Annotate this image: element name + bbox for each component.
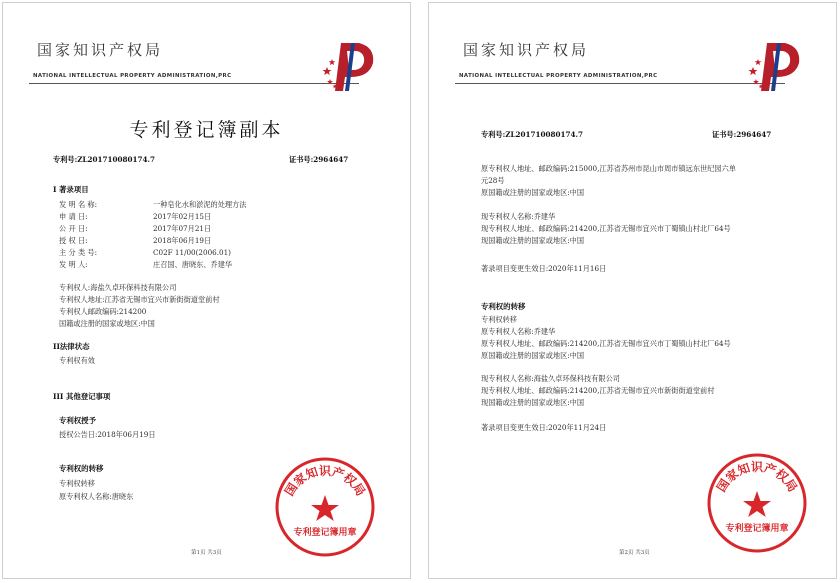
change-effective-date: 著录项目变更生效日:2020年11月16日: [481, 264, 607, 273]
org-name-en: NATIONAL INTELLECTUAL PROPERTY ADMINISTRATION,PRC: [33, 73, 232, 79]
field-value: C02F 11/00(2006.01): [153, 248, 231, 257]
field-value: 2017年07月21日: [153, 224, 212, 233]
registry-page-2: [428, 2, 837, 579]
record-line: 原专利权人名称:乔建华: [481, 327, 556, 336]
field-label: 主 分 类 号:: [59, 248, 98, 257]
field-label: 发 明 名 称:: [59, 200, 98, 209]
record-line: 现专利权人名称:乔建华: [481, 212, 556, 221]
page-footer: 第2页 共3页: [619, 550, 650, 556]
record-line: 原专利权人地址、邮政编码:214200,江苏省无锡市宜兴市丁蜀镇山村北厂64号: [481, 339, 731, 348]
org-name-cn: 国家知识产权局: [463, 41, 590, 59]
svg-text:专利登记簿用章: 专利登记簿用章: [725, 524, 789, 534]
section-bibliographic: I 著录项目: [53, 185, 89, 194]
owner-line: 专利权人:海盐久卓环保科技有限公司: [59, 283, 177, 292]
header-rule: [455, 83, 785, 84]
grant-title: 专利权授予: [59, 416, 96, 425]
svg-text:国家知识产权局: 国家知识产权局: [714, 460, 800, 495]
transfer-line: 原专利权人名称:唐晓东: [59, 492, 134, 501]
record-line: 原专利权人地址、邮政编码:215000,江苏省苏州市昆山市周市镇远东世纪园六单: [481, 164, 736, 173]
record-line: 现国籍或注册的国家或地区:中国: [481, 398, 585, 407]
org-name-en: NATIONAL INTELLECTUAL PROPERTY ADMINISTRATION,PRC: [459, 73, 658, 79]
cnipa-logo-icon: [321, 37, 377, 93]
change-effective-date: 著录项目变更生效日:2020年11月24日: [481, 423, 607, 432]
transfer-title: 专利权的转移: [481, 302, 526, 311]
official-seal-stamp: [705, 451, 809, 555]
header-rule: [29, 83, 359, 84]
record-line: 专利权转移: [481, 315, 517, 324]
registry-page-1: [2, 2, 411, 579]
patent-number: 专利号:ZL201710080174.7: [53, 155, 156, 164]
transfer-title: 专利权的转移: [59, 464, 104, 473]
document-title: 专利登记簿副本: [129, 119, 284, 141]
official-seal-stamp: [273, 455, 377, 559]
page-footer: 第1页 共3页: [191, 550, 222, 556]
field-value: 2018年06月19日: [153, 236, 212, 245]
patent-number: 专利号:ZL201710080174.7: [481, 130, 584, 139]
field-value: 2017年02月15日: [153, 212, 212, 221]
cnipa-logo-icon: [747, 37, 803, 93]
field-value: 一种皂化水和淤泥的处理方法: [153, 200, 247, 209]
section-legal-status: II法律状态: [53, 342, 90, 351]
field-label: 发 明 人:: [59, 260, 88, 269]
field-label: 授 权 日:: [59, 236, 88, 245]
owner-line: 专利权人邮政编码:214200: [59, 307, 147, 316]
record-line: 元28号: [481, 176, 505, 185]
record-line: 原国籍或注册的国家或地区:中国: [481, 351, 585, 360]
record-line: 现专利权人地址、邮政编码:214200,江苏省无锡市宜兴市丁蜀镇山村北厂64号: [481, 224, 731, 233]
certificate-number: 证书号:2964647: [712, 130, 772, 139]
svg-text:专利登记簿用章: 专利登记簿用章: [293, 528, 357, 538]
record-line: 现专利权人地址、邮政编码:214200,江苏省无锡市宜兴市新街街道堂前村: [481, 386, 715, 395]
record-line: 原国籍或注册的国家或地区:中国: [481, 188, 585, 197]
section-other-items: III 其他登记事项: [53, 392, 111, 401]
field-label: 公 开 日:: [59, 224, 88, 233]
certificate-number: 证书号:2964647: [289, 155, 349, 164]
field-label: 申 请 日:: [59, 212, 88, 221]
field-value: 庄召国、唐晓东、乔建华: [153, 260, 233, 269]
owner-line: 专利权人地址:江苏省无锡市宜兴市新街街道堂前村: [59, 295, 220, 304]
owner-line: 国籍或注册的国家或地区:中国: [59, 319, 155, 328]
legal-status-value: 专利权有效: [59, 356, 95, 365]
org-name-cn: 国家知识产权局: [37, 41, 164, 59]
grant-date: 授权公告日:2018年06月19日: [59, 430, 156, 439]
transfer-line: 专利权转移: [59, 479, 95, 488]
svg-text:国家知识产权局: 国家知识产权局: [282, 464, 368, 499]
record-line: 现专利权人名称:海盐久卓环保科技有限公司: [481, 374, 620, 383]
record-line: 现国籍或注册的国家或地区:中国: [481, 236, 585, 245]
